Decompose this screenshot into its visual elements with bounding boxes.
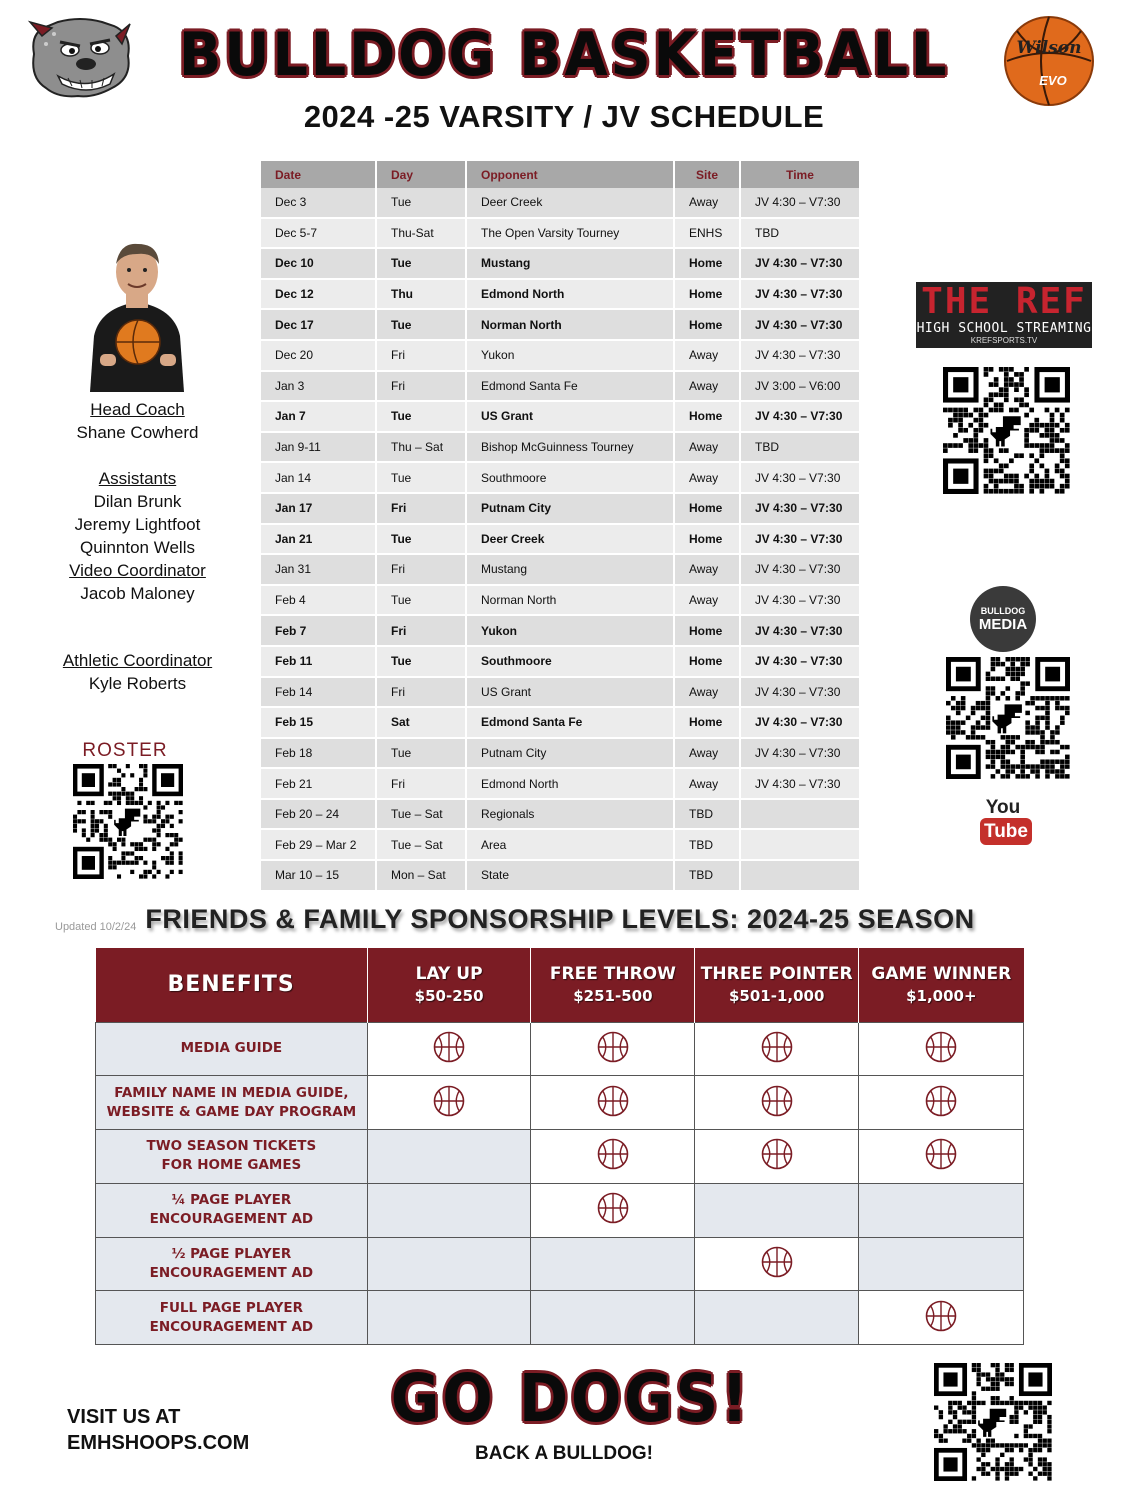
- benefit-included-cell: [367, 1022, 531, 1076]
- sponsorship-row: [96, 1237, 1024, 1291]
- schedule-cell-time: [741, 800, 859, 831]
- schedule-cell-date: Feb 4: [261, 586, 375, 617]
- basketball-outline-icon: [925, 1317, 957, 1336]
- benefit-empty-cell: [531, 1237, 695, 1291]
- basketball-outline-icon: [597, 1209, 629, 1228]
- schedule-cell-day: Tue: [377, 402, 465, 433]
- benefit-line: ½ PAGE PLAYER: [171, 1246, 292, 1263]
- sponsorship-table: [95, 948, 1024, 1345]
- schedule-cell-site: TBD: [675, 861, 739, 892]
- youtube-tube-text: Tube: [980, 818, 1032, 845]
- schedule-cell-day: Fri: [377, 555, 465, 586]
- schedule-cell-day: Thu: [377, 280, 465, 311]
- benefit-included-cell: [859, 1022, 1024, 1076]
- schedule-cell-time: JV 4:30 – V7:30: [741, 769, 859, 800]
- basketball-outline-icon: [597, 1048, 629, 1067]
- schedule-cell-time: JV 4:30 – V7:30: [741, 188, 859, 219]
- basketball-outline-icon: [925, 1155, 957, 1174]
- schedule-cell-day: Tue: [377, 525, 465, 556]
- schedule-cell-date: Feb 14: [261, 678, 375, 709]
- schedule-cell-date: Jan 3: [261, 372, 375, 403]
- assistant-name: Quinnton Wells: [80, 538, 195, 557]
- schedule-cell-time: JV 4:30 – V7:30: [741, 678, 859, 709]
- schedule-cell-site: Home: [675, 647, 739, 678]
- schedule-cell-opponent: Edmond North: [467, 280, 673, 311]
- schedule-cell-day: Thu – Sat: [377, 433, 465, 464]
- main-title: BULLDOG BASKETBALL: [178, 20, 950, 90]
- benefit-label: [96, 1076, 368, 1130]
- schedule-cell-site: Home: [675, 310, 739, 341]
- schedule-row: [261, 494, 859, 525]
- schedule-cell-site: Away: [675, 586, 739, 617]
- schedule-cell-site: Away: [675, 678, 739, 709]
- bulldog-media-logo[interactable]: [970, 586, 1036, 652]
- schedule-cell-opponent: Norman North: [467, 310, 673, 341]
- basketball-outline-icon: [761, 1048, 793, 1067]
- roster-qr-code[interactable]: [73, 764, 183, 879]
- basketball-outline-icon: [761, 1263, 793, 1282]
- schedule-cell-day: Tue: [377, 739, 465, 770]
- schedule-cell-opponent: Southmoore: [467, 463, 673, 494]
- benefit-empty-cell: [695, 1291, 859, 1345]
- schedule-row: [261, 708, 859, 739]
- level-price: $50-250: [414, 986, 484, 1005]
- schedule-cell-opponent: Deer Creek: [467, 525, 673, 556]
- schedule-cell-site: Away: [675, 739, 739, 770]
- schedule-cell-time: JV 3:00 – V6:00: [741, 372, 859, 403]
- benefit-included-cell: [531, 1183, 695, 1237]
- benefit-included-cell: [859, 1130, 1024, 1184]
- schedule-cell-opponent: Regionals: [467, 800, 673, 831]
- benefit-included-cell: [695, 1076, 859, 1130]
- ball-brand-text: Wilson: [1016, 38, 1082, 58]
- benefit-included-cell: [695, 1237, 859, 1291]
- schedule-cell-site: Away: [675, 433, 739, 464]
- schedule-cell-time: JV 4:30 – V7:30: [741, 402, 859, 433]
- schedule-cell-opponent: The Open Varsity Tourney: [467, 219, 673, 250]
- schedule-cell-time: TBD: [741, 433, 859, 464]
- schedule-row: [261, 188, 859, 219]
- schedule-cell-time: [741, 830, 859, 861]
- benefit-label: [96, 1130, 368, 1184]
- schedule-cell-time: JV 4:30 – V7:30: [741, 463, 859, 494]
- benefit-line: ¼ PAGE PLAYER: [171, 1192, 292, 1209]
- schedule-cell-date: Feb 15: [261, 708, 375, 739]
- schedule-cell-site: Away: [675, 555, 739, 586]
- schedule-cell-date: Feb 20 – 24: [261, 800, 375, 831]
- benefit-line: MEDIA GUIDE: [180, 1040, 283, 1057]
- schedule-cell-site: Home: [675, 525, 739, 556]
- schedule-cell-opponent: State: [467, 861, 673, 892]
- schedule-cell-site: Away: [675, 188, 739, 219]
- sponsorship-row: [96, 1183, 1024, 1237]
- schedule-cell-opponent: Putnam City: [467, 494, 673, 525]
- schedule-cell-day: Fri: [377, 616, 465, 647]
- the-ref-qr-code[interactable]: [943, 367, 1070, 494]
- schedule-cell-day: Sat: [377, 708, 465, 739]
- roster-label: ROSTER: [82, 740, 168, 761]
- schedule-cell-day: Tue – Sat: [377, 830, 465, 861]
- schedule-cell-day: Fri: [377, 341, 465, 372]
- assistants-label: Assistants: [98, 469, 177, 488]
- sponsorship-row: [96, 1076, 1024, 1130]
- basketball-outline-icon: [433, 1048, 465, 1067]
- basketball-outline-icon: [925, 1102, 957, 1121]
- schedule-cell-opponent: Deer Creek: [467, 188, 673, 219]
- benefit-included-cell: [695, 1022, 859, 1076]
- schedule-row: [261, 372, 859, 403]
- schedule-cell-site: Home: [675, 249, 739, 280]
- schedule-cell-opponent: Yukon: [467, 616, 673, 647]
- the-ref-subtitle: HIGH SCHOOL STREAMING: [916, 321, 1092, 336]
- col-header-day: Day: [377, 161, 465, 188]
- benefit-empty-cell: [695, 1183, 859, 1237]
- benefit-label: [96, 1183, 368, 1237]
- schedule-cell-time: JV 4:30 – V7:30: [741, 249, 859, 280]
- level-name: THREE POINTER: [700, 963, 853, 984]
- video-coordinator-name: Jacob Maloney: [80, 584, 195, 603]
- benefit-included-cell: [695, 1130, 859, 1184]
- level-price: $1,000+: [906, 986, 977, 1005]
- col-header-time: Time: [741, 161, 859, 188]
- bulldog-media-qr-code[interactable]: [946, 657, 1070, 779]
- schedule-row: [261, 678, 859, 709]
- schedule-cell-day: Fri: [377, 678, 465, 709]
- media-logo-bottom: MEDIA: [978, 616, 1028, 633]
- schedule-cell-time: [741, 861, 859, 892]
- schedule-row: [261, 769, 859, 800]
- benefit-included-cell: [859, 1291, 1024, 1345]
- sponsorship-header-row: [96, 948, 1024, 1022]
- level-name: GAME WINNER: [871, 963, 1012, 984]
- basketball-outline-icon: [761, 1102, 793, 1121]
- basketball-outline-icon: [597, 1102, 629, 1121]
- schedule-cell-opponent: Edmond North: [467, 769, 673, 800]
- level-name: LAY UP: [415, 963, 483, 984]
- schedule-row: [261, 219, 859, 250]
- benefit-empty-cell: [531, 1291, 695, 1345]
- athletic-coordinator-name: Kyle Roberts: [88, 674, 187, 693]
- basketball-outline-icon: [761, 1155, 793, 1174]
- the-ref-url: KREFSPORTS.TV: [970, 336, 1038, 345]
- schedule-header-row: [261, 161, 859, 188]
- video-coordinator-label: Video Coordinator: [69, 561, 206, 580]
- schedule-row: [261, 555, 859, 586]
- benefit-line: FOR HOME GAMES: [161, 1157, 302, 1174]
- youtube-logo[interactable]: [980, 797, 1026, 845]
- level-header-game-winner: [859, 948, 1024, 1022]
- schedule-row: [261, 433, 859, 464]
- schedule-cell-time: JV 4:30 – V7:30: [741, 494, 859, 525]
- schedule-cell-date: Dec 10: [261, 249, 375, 280]
- schedule-cell-opponent: Area: [467, 830, 673, 861]
- schedule-cell-site: Away: [675, 372, 739, 403]
- coach-photo: [80, 240, 194, 392]
- schedule-row: [261, 861, 859, 892]
- assistants-block: [30, 467, 245, 605]
- schedule-cell-site: TBD: [675, 800, 739, 831]
- level-price: $501-1,000: [729, 986, 825, 1005]
- website-qr-code[interactable]: [934, 1363, 1052, 1481]
- schedule-cell-day: Tue: [377, 188, 465, 219]
- schedule-cell-date: Jan 17: [261, 494, 375, 525]
- schedule-cell-time: JV 4:30 – V7:30: [741, 708, 859, 739]
- schedule-cell-time: JV 4:30 – V7:30: [741, 616, 859, 647]
- youtube-you-text: You: [985, 797, 1021, 818]
- level-header-three-pointer: [695, 948, 859, 1022]
- athletic-coordinator-block: [30, 649, 245, 695]
- benefit-included-cell: [367, 1076, 531, 1130]
- dinosaur-icon: [992, 704, 1022, 733]
- benefit-line: ENCOURAGEMENT AD: [149, 1211, 314, 1228]
- level-header-free-throw: [531, 948, 695, 1022]
- schedule-cell-opponent: Yukon: [467, 341, 673, 372]
- schedule-row: [261, 739, 859, 770]
- schedule-cell-time: JV 4:30 – V7:30: [741, 647, 859, 678]
- schedule-cell-day: Fri: [377, 372, 465, 403]
- schedule-cell-opponent: US Grant: [467, 678, 673, 709]
- schedule-row: [261, 830, 859, 861]
- benefit-label: [96, 1022, 368, 1076]
- schedule-cell-date: Mar 10 – 15: [261, 861, 375, 892]
- schedule-cell-site: Home: [675, 616, 739, 647]
- schedule-cell-time: JV 4:30 – V7:30: [741, 341, 859, 372]
- basketball-outline-icon: [433, 1102, 465, 1121]
- schedule-cell-time: JV 4:30 – V7:30: [741, 555, 859, 586]
- schedule-cell-site: ENHS: [675, 219, 739, 250]
- assistant-name: Jeremy Lightfoot: [74, 515, 201, 534]
- schedule-cell-opponent: Norman North: [467, 586, 673, 617]
- schedule-cell-time: JV 4:30 – V7:30: [741, 310, 859, 341]
- schedule-cell-time: TBD: [741, 219, 859, 250]
- schedule-subtitle: 2024 -25 VARSITY / JV SCHEDULE: [303, 99, 825, 134]
- schedule-cell-opponent: Edmond Santa Fe: [467, 372, 673, 403]
- benefit-label: [96, 1237, 368, 1291]
- schedule-cell-site: Home: [675, 402, 739, 433]
- head-coach-name: Shane Cowherd: [76, 423, 199, 442]
- media-logo-top: BULLDOG: [980, 606, 1026, 616]
- schedule-row: [261, 402, 859, 433]
- schedule-cell-site: TBD: [675, 830, 739, 861]
- schedule-row: [261, 341, 859, 372]
- schedule-row: [261, 525, 859, 556]
- go-dogs-title: GO DOGS!: [390, 1360, 751, 1437]
- head-coach-block: [30, 398, 245, 444]
- schedule-table: [259, 161, 861, 892]
- level-header-lay-up: [367, 948, 531, 1022]
- benefit-included-cell: [531, 1076, 695, 1130]
- benefit-included-cell: [531, 1022, 695, 1076]
- bulldog-mascot-icon: [24, 14, 136, 102]
- schedule-cell-day: Tue: [377, 310, 465, 341]
- wilson-basketball-icon: [1003, 15, 1095, 107]
- benefits-header: BENEFITS: [96, 948, 368, 1022]
- benefit-empty-cell: [859, 1237, 1024, 1291]
- schedule-cell-date: Feb 11: [261, 647, 375, 678]
- dinosaur-icon: [978, 1409, 1006, 1437]
- schedule-row: [261, 249, 859, 280]
- schedule-cell-date: Dec 12: [261, 280, 375, 311]
- schedule-cell-site: Away: [675, 341, 739, 372]
- the-ref-title: THE REF: [921, 281, 1087, 322]
- schedule-cell-day: Tue – Sat: [377, 800, 465, 831]
- benefit-line: ENCOURAGEMENT AD: [149, 1318, 314, 1335]
- schedule-cell-site: Home: [675, 494, 739, 525]
- benefit-line: FAMILY NAME IN MEDIA GUIDE,: [114, 1084, 349, 1101]
- schedule-cell-day: Thu-Sat: [377, 219, 465, 250]
- dinosaur-icon: [114, 809, 140, 836]
- schedule-cell-date: Jan 7: [261, 402, 375, 433]
- schedule-cell-date: Jan 31: [261, 555, 375, 586]
- sponsorship-row: [96, 1130, 1024, 1184]
- level-price: $251-500: [573, 986, 653, 1005]
- schedule-row: [261, 310, 859, 341]
- schedule-cell-site: Away: [675, 769, 739, 800]
- basketball-outline-icon: [925, 1048, 957, 1067]
- col-header-site: Site: [675, 161, 739, 188]
- back-a-bulldog-text: BACK A BULLDOG!: [474, 1443, 653, 1464]
- schedule-row: [261, 586, 859, 617]
- schedule-cell-time: JV 4:30 – V7:30: [741, 525, 859, 556]
- updated-date: Updated 10/2/24: [55, 921, 137, 933]
- schedule-row: [261, 800, 859, 831]
- ball-model-text: EVO: [1039, 73, 1067, 88]
- head-coach-label: Head Coach: [90, 400, 185, 419]
- schedule-cell-day: Fri: [377, 769, 465, 800]
- schedule-cell-time: JV 4:30 – V7:30: [741, 586, 859, 617]
- schedule-cell-day: Fri: [377, 494, 465, 525]
- schedule-cell-opponent: Southmoore: [467, 647, 673, 678]
- benefit-empty-cell: [859, 1183, 1024, 1237]
- sponsorship-row: [96, 1022, 1024, 1076]
- sponsorship-title: FRIENDS & FAMILY SPONSORSHIP LEVELS: 2024-25 SEASON: [145, 904, 975, 934]
- schedule-cell-day: Mon – Sat: [377, 861, 465, 892]
- assistant-name: Dilan Brunk: [93, 492, 182, 511]
- schedule-row: [261, 616, 859, 647]
- schedule-cell-day: Tue: [377, 586, 465, 617]
- schedule-cell-date: Feb 21: [261, 769, 375, 800]
- benefit-empty-cell: [367, 1291, 531, 1345]
- schedule-cell-opponent: US Grant: [467, 402, 673, 433]
- schedule-cell-date: Dec 5-7: [261, 219, 375, 250]
- schedule-cell-day: Tue: [377, 249, 465, 280]
- visit-line-1: VISIT US AT: [67, 1406, 181, 1428]
- schedule-cell-opponent: Mustang: [467, 555, 673, 586]
- schedule-cell-site: Away: [675, 463, 739, 494]
- benefit-included-cell: [859, 1076, 1024, 1130]
- benefit-empty-cell: [367, 1237, 531, 1291]
- level-name: FREE THROW: [549, 963, 676, 984]
- athletic-coordinator-label: Athletic Coordinator: [62, 651, 213, 670]
- schedule-cell-opponent: Mustang: [467, 249, 673, 280]
- the-ref-logo[interactable]: [916, 282, 1092, 348]
- website-link[interactable]: EMHSHOOPS.COM: [67, 1432, 250, 1454]
- schedule-cell-opponent: Edmond Santa Fe: [467, 708, 673, 739]
- schedule-cell-opponent: Bishop McGuinness Tourney: [467, 433, 673, 464]
- schedule-cell-date: Dec 17: [261, 310, 375, 341]
- schedule-cell-day: Tue: [377, 647, 465, 678]
- schedule-cell-date: Dec 20: [261, 341, 375, 372]
- schedule-cell-date: Dec 3: [261, 188, 375, 219]
- schedule-cell-date: Jan 14: [261, 463, 375, 494]
- col-header-date: Date: [261, 161, 375, 188]
- sponsorship-row: [96, 1291, 1024, 1345]
- benefit-line: TWO SEASON TICKETS: [146, 1138, 317, 1155]
- benefit-line: FULL PAGE PLAYER: [159, 1299, 303, 1316]
- benefit-line: WEBSITE & GAME DAY PROGRAM: [106, 1103, 357, 1120]
- schedule-cell-site: Home: [675, 280, 739, 311]
- schedule-cell-opponent: Putnam City: [467, 739, 673, 770]
- schedule-row: [261, 463, 859, 494]
- schedule-cell-time: JV 4:30 – V7:30: [741, 280, 859, 311]
- col-header-opponent: Opponent: [467, 161, 673, 188]
- schedule-cell-day: Tue: [377, 463, 465, 494]
- benefit-line: ENCOURAGEMENT AD: [149, 1265, 314, 1282]
- schedule-cell-date: Jan 9-11: [261, 433, 375, 464]
- schedule-cell-date: Feb 18: [261, 739, 375, 770]
- schedule-cell-date: Feb 7: [261, 616, 375, 647]
- schedule-cell-time: JV 4:30 – V7:30: [741, 739, 859, 770]
- schedule-cell-site: Home: [675, 708, 739, 739]
- schedule-row: [261, 647, 859, 678]
- schedule-cell-date: Jan 21: [261, 525, 375, 556]
- dinosaur-icon: [990, 416, 1020, 446]
- benefit-included-cell: [531, 1130, 695, 1184]
- benefit-label: [96, 1291, 368, 1345]
- benefit-empty-cell: [367, 1130, 531, 1184]
- schedule-row: [261, 280, 859, 311]
- basketball-outline-icon: [597, 1155, 629, 1174]
- benefit-empty-cell: [367, 1183, 531, 1237]
- schedule-cell-date: Feb 29 – Mar 2: [261, 830, 375, 861]
